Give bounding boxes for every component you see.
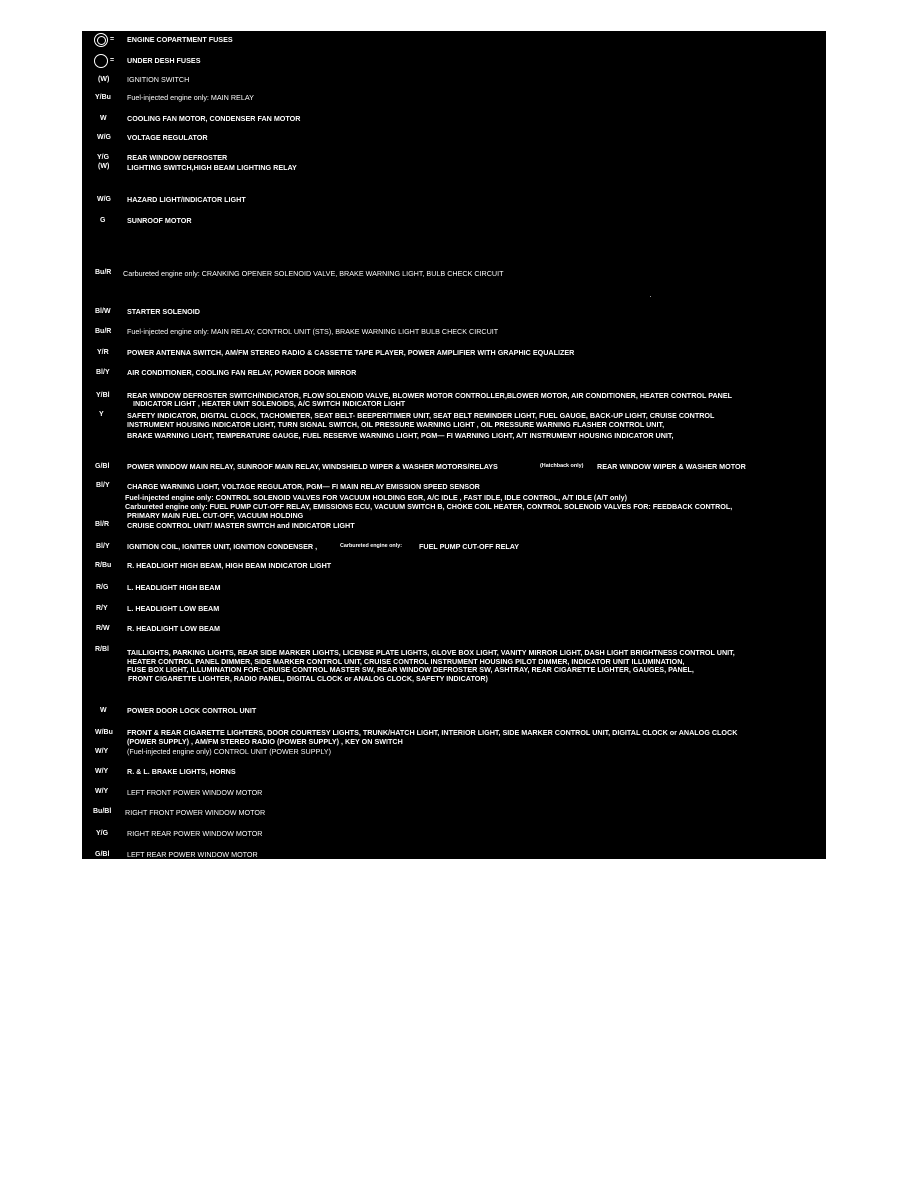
circuit-description: POWER WINDOW MAIN RELAY, SUNROOF MAIN RELAY, WINDSHIELD WIPER & WASHER MOTORS/RELAYS: [127, 462, 498, 471]
under-dash-fuse-circle-icon: [94, 54, 108, 68]
circuit-description: R. & L. BRAKE LIGHTS, HORNS: [127, 767, 236, 776]
circuit-description: RIGHT REAR POWER WINDOW MOTOR: [127, 829, 263, 838]
print-speck: [650, 296, 651, 297]
circuit-description: LIGHTING SWITCH,HIGH BEAM LIGHTING RELAY: [127, 163, 297, 172]
legend-under-dash-label: UNDER DESH FUSES: [127, 56, 201, 65]
circuit-description: POWER DOOR LOCK CONTROL UNIT: [127, 706, 257, 715]
circuit-description: L. HEADLIGHT LOW BEAM: [127, 604, 220, 613]
wire-color-code: G: [100, 217, 106, 224]
wire-color-code: Bl/Y: [96, 543, 110, 550]
wire-color-code: Y/Bu: [95, 94, 111, 101]
circuit-description: (POWER SUPPLY) , AM/FM STEREO RADIO (POWER SUPPLY) , KEY ON SWITCH: [127, 737, 403, 746]
circuit-description: R. HEADLIGHT HIGH BEAM, HIGH BEAM INDICATOR LIGHT: [127, 561, 332, 570]
wire-color-code: Bl/W: [95, 308, 111, 315]
circuit-description: POWER ANTENNA SWITCH, AM/FM STEREO RADIO & CASSETTE TAPE PLAYER, POWER AMPLIFIER WITH GRAPHIC EQUALIZER: [127, 348, 575, 357]
circuit-description: PRIMARY MAIN FUEL CUT-OFF, VACUUM HOLDING: [127, 511, 304, 520]
wire-color-code: R/Bu: [95, 562, 112, 569]
wire-color-code: Bl/Y: [96, 482, 110, 489]
circuit-description: Fuel-injected engine only: CONTROL SOLENOID VALVES FOR VACUUM HOLDING EGR, A/C IDLE , FAST IDLE, IDLE CONTROL, A/T IDLE (A/T only): [125, 493, 628, 502]
circuit-description: HEATER CONTROL PANEL DIMMER, SIDE MARKER CONTROL UNIT, CRUISE CONTROL INSTRUMENT HOUSING PILOT DIMMER, INDICATOR UNIT ILLUMINATION,: [127, 657, 685, 666]
circuit-description: Carbureted engine only: CRANKING OPENER SOLENOID VALVE, BRAKE WARNING LIGHT, BULB CHECK CIRCUIT: [123, 269, 504, 278]
circuit-description: STARTER SOLENOID: [127, 307, 200, 316]
circuit-description: SAFETY INDICATOR, DIGITAL CLOCK, TACHOMETER, SEAT BELT- BEEPER/TIMER UNIT, SEAT BELT REMINDER LIGHT, FUEL GAUGE, BACK-UP LIGHT, CRUISE CONTROL: [127, 411, 715, 420]
circuit-description: Fuel-injected engine only: MAIN RELAY: [127, 93, 254, 102]
circuit-description: LEFT FRONT POWER WINDOW MOTOR: [127, 788, 263, 797]
circuit-description: HAZARD LIGHT/INDICATOR LIGHT: [127, 195, 246, 204]
wire-color-code: W: [100, 707, 107, 714]
wire-color-code: R/Y: [96, 605, 108, 612]
circuit-description: REAR WINDOW DEFROSTER: [127, 153, 228, 162]
wire-color-code: Y/G: [97, 154, 110, 161]
fuse-chart-panel: [82, 31, 826, 859]
circuit-description: FUEL PUMP CUT-OFF RELAY: [419, 542, 520, 551]
circuit-description: SUNROOF MOTOR: [127, 216, 192, 225]
circuit-description: L. HEADLIGHT HIGH BEAM: [127, 583, 221, 592]
circuit-description: TAILLIGHTS, PARKING LIGHTS, REAR SIDE MARKER LIGHTS, LICENSE PLATE LIGHTS, GLOVE BOX LIGHT, VANITY MIRROR LIGHT, DASH LIGHT BRIGHTNESS CONTROL UNIT,: [127, 648, 735, 657]
wire-color-code: Y/R: [97, 349, 109, 356]
circuit-description: FRONT & REAR CIGARETTE LIGHTERS, DOOR COURTESY LIGHTS, TRUNK/HATCH LIGHT, INTERIOR LIGHT, SIDE MARKER CONTROL UNIT, DIGITAL CLOCK or ANALOG CLOCK: [127, 728, 738, 737]
circuit-description: FRONT CIGARETTE LIGHTER, RADIO PANEL, DIGITAL CLOCK or ANALOG CLOCK, SAFETY INDICATOR): [128, 674, 488, 683]
circuit-description: IGNITION SWITCH: [127, 75, 190, 84]
circuit-description: LEFT REAR POWER WINDOW MOTOR: [127, 850, 258, 859]
wire-color-code: G/Bl: [95, 463, 110, 470]
circuit-description: AIR CONDITIONER, COOLING FAN RELAY, POWER DOOR MIRROR: [127, 368, 357, 377]
wire-color-code: W/Y: [95, 748, 109, 755]
wire-color-code: W/Bu: [95, 729, 113, 736]
circuit-description: REAR WINDOW DEFROSTER SWITCH/INDICATOR, FLOW SOLENOID VALVE, BLOWER MOTOR CONTROLLER,BLOWER MOTOR, AIR CONDITIONER, HEATER CONTROL PANEL: [127, 391, 733, 400]
wire-color-code: Bl/R: [95, 521, 109, 528]
wire-color-code: Y: [99, 411, 104, 418]
circuit-description: RIGHT FRONT POWER WINDOW MOTOR: [125, 808, 266, 817]
circuit-description: COOLING FAN MOTOR, CONDENSER FAN MOTOR: [127, 114, 301, 123]
wire-color-code: R/Bl: [95, 646, 109, 653]
wire-color-code: W/Y: [95, 788, 109, 795]
circuit-description: REAR WINDOW WIPER & WASHER MOTOR: [597, 462, 746, 471]
circuit-description: INDICATOR LIGHT , HEATER UNIT SOLENOIDS, A/C SWITCH INDICATOR LIGHT: [133, 399, 406, 408]
circuit-description: Fuel-injected engine only: MAIN RELAY, CONTROL UNIT (STS), BRAKE WARNING LIGHT BULB CHECK CIRCUIT: [127, 327, 499, 336]
circuit-description: CHARGE WARNING LIGHT, VOLTAGE REGULATOR, PGM— FI MAIN RELAY EMISSION SPEED SENSOR: [127, 482, 480, 491]
wire-color-code: Bu/Bl: [93, 808, 112, 815]
engine-fuse-circle-icon: [94, 33, 108, 47]
wire-color-code: G/Bl: [95, 851, 110, 858]
circuit-description: VOLTAGE REGULATOR: [127, 133, 208, 142]
wire-color-code: Bl/Y: [96, 369, 110, 376]
wire-color-code: W/G: [97, 134, 111, 141]
legend-engine-fuses-label: ENGINE COPARTMENT FUSES: [127, 35, 233, 44]
wire-color-code: W: [100, 115, 107, 122]
circuit-description: FUSE BOX LIGHT, ILLUMINATION FOR: CRUISE CONTROL MASTER SW, REAR WINDOW DEFROSTER SW, ASHTRAY, REAR CIGARETTE LIGHTER, GAUGES, PANEL,: [127, 665, 694, 674]
wire-color-code: Y/Bl: [96, 392, 110, 399]
wire-color-code: R/G: [96, 584, 109, 591]
circuit-description: INSTRUMENT HOUSING INDICATOR LIGHT, TURN SIGNAL SWITCH, OIL PRESSURE WARNING LIGHT , OIL PRESSURE WARNING FLASHER CONTROL UNIT,: [127, 420, 665, 429]
circuit-description: (Fuel-injected engine only) CONTROL UNIT (POWER SUPPLY): [127, 747, 331, 756]
wire-color-code: R/W: [96, 625, 110, 632]
circuit-note: Carbureted engine only:: [340, 543, 403, 549]
wire-color-code: W/G: [97, 196, 111, 203]
circuit-description: Carbureted engine only: FUEL PUMP CUT-OFF RELAY, EMISSIONS ECU, VACUUM SWITCH B, CHOKE COIL HEATER, CONTROL SOLENOID VALVES FOR: FEEDBACK CONTROL,: [125, 502, 733, 511]
wire-color-code: (W): [98, 76, 110, 83]
circuit-note: (Hatchback only): [540, 463, 584, 469]
legend-equals: =: [110, 57, 115, 64]
circuit-description: CRUISE CONTROL UNIT/ MASTER SWITCH and INDICATOR LIGHT: [127, 521, 355, 530]
wire-color-code: (W): [98, 163, 110, 170]
wire-color-code: Y/G: [96, 830, 109, 837]
circuit-description: IGNITION COIL, IGNITER UNIT, IGNITION CONDENSER ,: [127, 542, 318, 551]
circuit-description: R. HEADLIGHT LOW BEAM: [127, 624, 221, 633]
wire-color-code: Bu/R: [95, 328, 112, 335]
circuit-description: BRAKE WARNING LIGHT, TEMPERATURE GAUGE, FUEL RESERVE WARNING LIGHT, PGM— FI WARNING LIGHT, A/T INSTRUMENT HOUSING INDICATOR UNIT,: [127, 431, 674, 440]
wire-color-code: Bu/R: [95, 269, 112, 276]
wire-color-code: W/Y: [95, 768, 109, 775]
legend-equals: =: [110, 36, 115, 43]
